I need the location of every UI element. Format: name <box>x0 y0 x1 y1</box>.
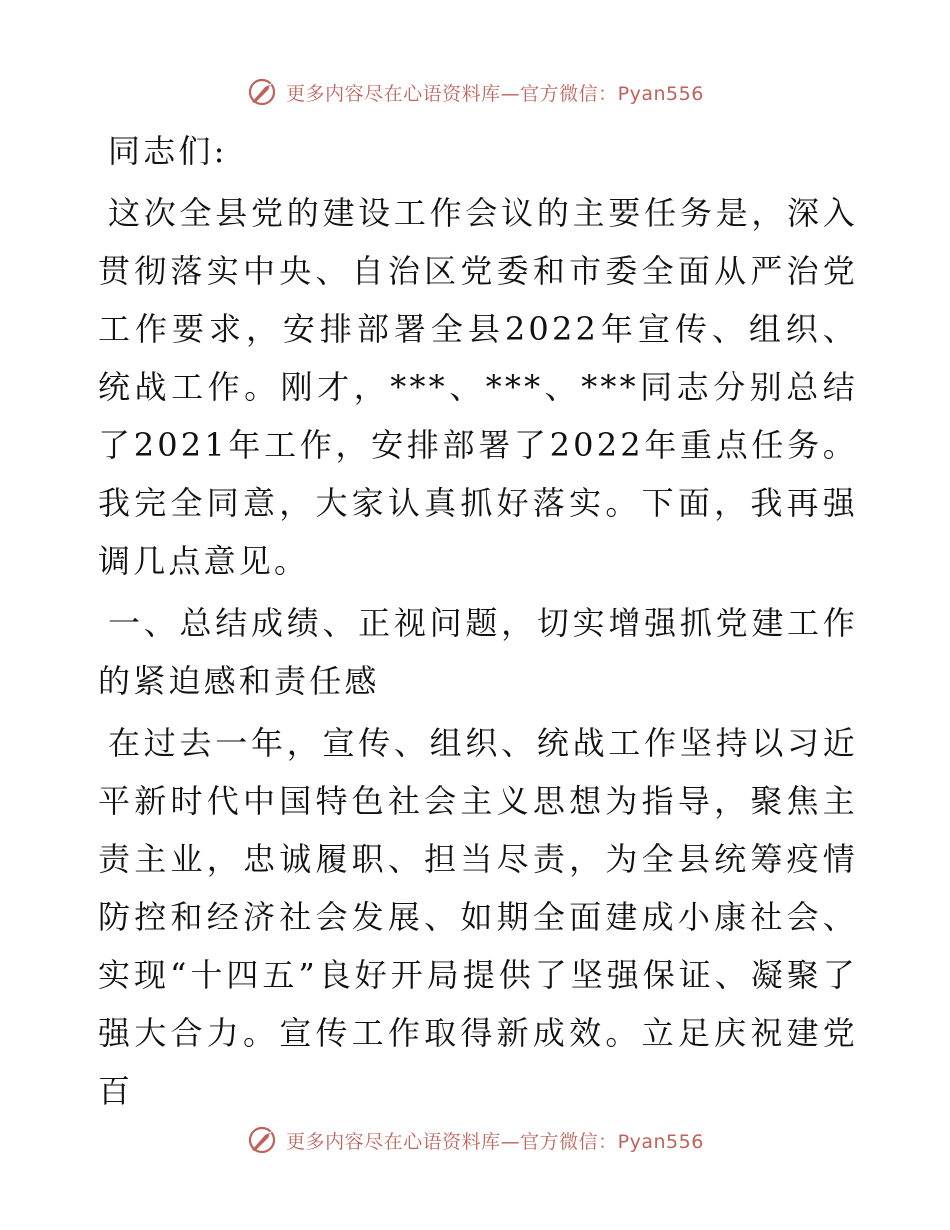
document-body <box>98 122 858 1120</box>
footer-watermark <box>0 1120 950 1160</box>
header-watermark <box>0 72 950 112</box>
paragraph-intro: 这次全县党的建设工作会议的主要任务是，深入贯彻落实中央、自治区党委和市委全面从严治党工作要求，安排部署全县2022年宣传、组织、统战工作。刚才，***、***、***同志分别总结了2021年工作，安排部署了2022年重点任务。我完全同意，大家认真抓好落实。下面，我再强调几点意见。 <box>98 194 858 580</box>
section-heading-1: 一、总结成绩、正视问题，切实增强抓党建工作的紧迫感和责任感 <box>98 604 858 700</box>
quill-pen-logo-icon <box>246 1124 278 1156</box>
watermark-text: 更多内容尽在心语资料库—官方微信：Pyan556 <box>286 82 704 105</box>
paragraph-achievements: 在过去一年，宣传、组织、统战工作坚持以习近平新时代中国特色社会主义思想为指导，聚焦主责主业，忠诚履职、担当尽责，为全县统筹疫情防控和经济社会发展、如期全面建成小康社会、实现“十四五”良好开局提供了坚强保证、凝聚了强大合力。宣传工作取得新成效。立足庆祝建党百 <box>98 724 858 1110</box>
salutation: 同志们: <box>108 132 228 170</box>
quill-pen-logo-icon <box>246 76 278 108</box>
watermark-text: 更多内容尽在心语资料库—官方微信：Pyan556 <box>286 1130 704 1153</box>
